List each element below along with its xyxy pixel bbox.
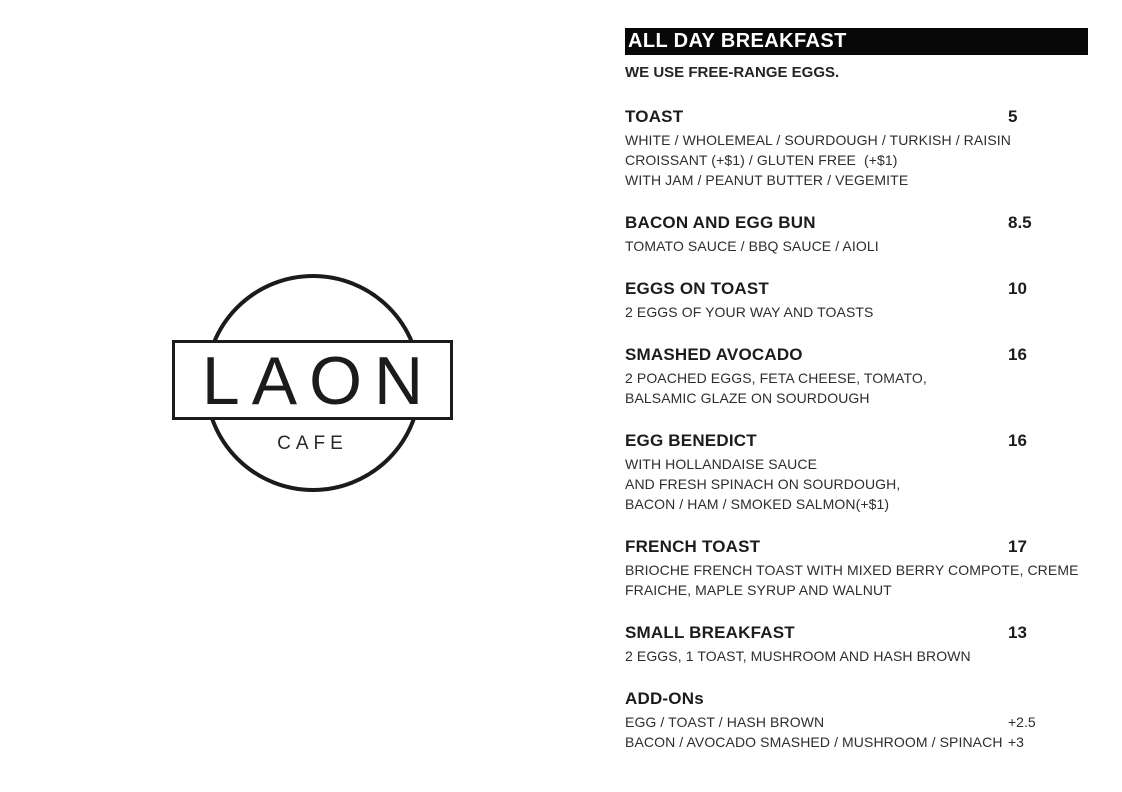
- menu-header-bar: [625, 28, 1088, 55]
- item-name: EGG BENEDICT: [625, 431, 757, 450]
- item-head: [625, 343, 1088, 367]
- item-head: [625, 621, 1088, 645]
- item-price: 10: [1008, 279, 1027, 298]
- logo-wordmark-box: [172, 340, 453, 420]
- item-name: BACON AND EGG BUN: [625, 213, 816, 232]
- menu-note: WE USE FREE-RANGE EGGS.: [625, 64, 840, 81]
- item-head: [625, 277, 1088, 301]
- addons-title: ADD-ONs: [625, 689, 704, 708]
- item-description-line: BRIOCHE FRENCH TOAST WITH MIXED BERRY COMPOTE, CREME: [625, 562, 1079, 578]
- addon-price: +3: [1008, 734, 1024, 750]
- item-name: TOAST: [625, 107, 684, 126]
- item-description-line: BACON / HAM / SMOKED SALMON(+$1): [625, 496, 890, 512]
- item-price: 8.5: [1008, 213, 1032, 232]
- item-head: [625, 687, 1088, 711]
- item-description-line: WHITE / WHOLEMEAL / SOURDOUGH / TURKISH / RAISIN: [625, 132, 1011, 148]
- item-price: 16: [1008, 345, 1027, 364]
- item-name: SMASHED AVOCADO: [625, 345, 803, 364]
- item-description-line: AND FRESH SPINACH ON SOURDOUGH,: [625, 476, 901, 492]
- item-description-line: 2 EGGS OF YOUR WAY AND TOASTS: [625, 304, 874, 320]
- menu-item-smashed-avocado: [625, 343, 1088, 408]
- item-head: [625, 105, 1088, 129]
- addon-label: BACON / AVOCADO SMASHED / MUSHROOM / SPINACH: [625, 734, 1003, 750]
- menu-item-bacon-and-egg-bun: [625, 211, 1088, 256]
- item-price: 16: [1008, 431, 1027, 450]
- item-price: 17: [1008, 537, 1027, 556]
- item-head: [625, 211, 1088, 235]
- brand-subtitle: CAFE: [277, 433, 348, 454]
- item-name: EGGS ON TOAST: [625, 279, 769, 298]
- item-price: 5: [1008, 107, 1018, 126]
- menu-item-eggs-on-toast: [625, 277, 1088, 322]
- item-name: SMALL BREAKFAST: [625, 623, 795, 642]
- addon-row: [625, 712, 1088, 732]
- item-description-line: WITH JAM / PEANUT BUTTER / VEGEMITE: [625, 172, 909, 188]
- brand-name: LAON: [201, 343, 436, 419]
- item-head: [625, 535, 1088, 559]
- menu-item-french-toast: [625, 535, 1088, 600]
- item-price: 13: [1008, 623, 1027, 642]
- item-description-line: 2 EGGS, 1 TOAST, MUSHROOM AND HASH BROWN: [625, 648, 971, 664]
- menu-addons-section: [625, 687, 1088, 752]
- breakfast-menu: [625, 28, 1088, 752]
- item-head: [625, 429, 1088, 453]
- menu-header-title: ALL DAY BREAKFAST: [628, 29, 847, 52]
- menu-item-egg-benedict: [625, 429, 1088, 514]
- addon-label: EGG / TOAST / HASH BROWN: [625, 714, 825, 730]
- menu-item-small-breakfast: [625, 621, 1088, 666]
- item-description-line: FRAICHE, MAPLE SYRUP AND WALNUT: [625, 582, 892, 598]
- item-description-line: TOMATO SAUCE / BBQ SAUCE / AIOLI: [625, 238, 879, 254]
- addon-price: +2.5: [1008, 714, 1036, 730]
- menu-item-toast: [625, 105, 1088, 190]
- item-description-line: BALSAMIC GLAZE ON SOURDOUGH: [625, 390, 870, 406]
- item-name: FRENCH TOAST: [625, 537, 761, 556]
- item-description-line: WITH HOLLANDAISE SAUCE: [625, 456, 818, 472]
- item-description-line: 2 POACHED EGGS, FETA CHEESE, TOMATO,: [625, 370, 927, 386]
- addon-row: [625, 732, 1088, 752]
- item-description-line: CROISSANT (+$1) / GLUTEN FREE (+$1): [625, 152, 898, 168]
